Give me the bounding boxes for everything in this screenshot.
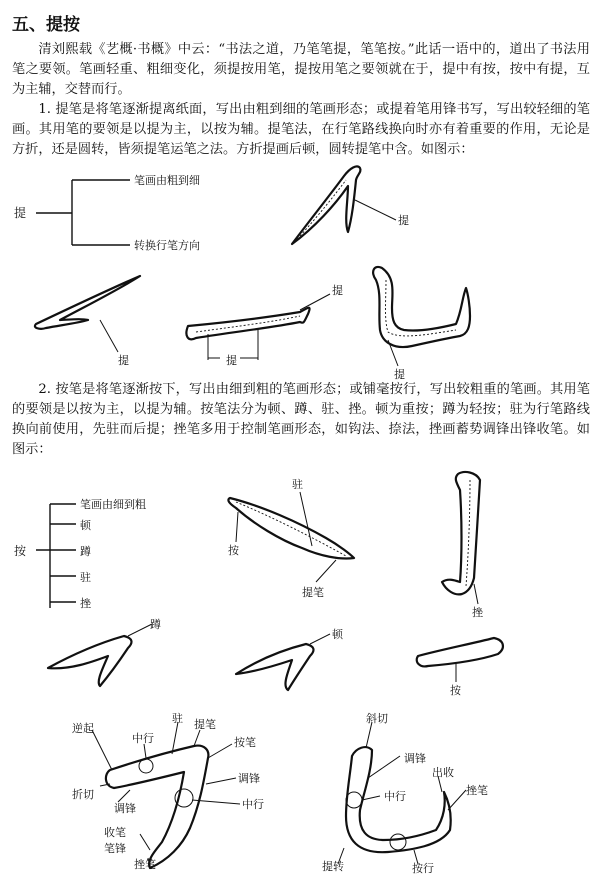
detail-left-label-3: 驻 (172, 712, 183, 725)
ti-left-hook-pointer (100, 320, 118, 352)
an-label-pie-zhu: 驻 (292, 478, 303, 491)
an-label-pie-an: 按 (228, 544, 239, 557)
an-tree-branch-1: 笔画由细到粗 (80, 498, 146, 511)
ti-horizontal-pointer-top (300, 294, 330, 310)
ti-tree-branch-1: 笔画由粗到细 (134, 174, 200, 187)
ti-paragraph (12, 100, 590, 160)
an-label-vertical-hook: 挫 (472, 606, 483, 619)
intro-text: 清刘熙载《艺概·书概》中云：“书法之道，乃笔笔提，笔笔按。”此话一语中的，道出了书法用笔之要领。笔画轻重、粗细变化，须提按用笔，提按用笔之要领就在于，提中有按，按中有提，互为主辅，交替而行。 (12, 42, 590, 97)
detail-left-label-11: 笔锋 (104, 842, 126, 855)
an-text: 2. 按笔是将笔逐渐按下，写出由细到粗的笔画形态；或铺毫按行，写出较粗重的笔画。其用笔的要领是以按为主，以提为辅。按笔法分为顿、蹲、驻、挫。顿为重按；蹲为轻按；驻为行笔路线换向前使用，先驻而后提；挫笔多用于控制笔画形态，如钩法、捺法，挫画蓄势调锋出锋收笔。如图示： (12, 382, 590, 457)
detail-right-label-7: 按行 (412, 862, 434, 875)
an-tree-branch-2: 顿 (80, 519, 91, 532)
intro-paragraph (12, 40, 590, 100)
detail-left-label-1: 逆起 (72, 722, 94, 735)
an-label-dun: 蹲 (150, 618, 161, 631)
detail-left-label-9: 中行 (242, 798, 264, 811)
ti-tree-root: 提 (14, 206, 27, 220)
ti-left-hook-stroke (35, 276, 140, 329)
an-dun2-pointer (310, 634, 330, 644)
an-dun-stroke (48, 636, 131, 686)
an-tree-branch-4: 驻 (80, 571, 91, 584)
an-paragraph (12, 380, 590, 460)
an-diagram-area (0, 460, 600, 700)
ti-curve-hook-stroke (373, 267, 470, 347)
detail-left-label-10: 收笔 (104, 826, 126, 839)
detail-diagram-area (0, 700, 600, 880)
ti-text: 1. 提笔是将笔逐渐提离纸面，写出由粗到细的笔画形态；或提着笔用锋书写，写出较轻细的笔画。其用笔的要领是以提为主，以按为辅。提笔法，在行笔路线换向时亦有着重要的作用，无论是方折，还是圆转，皆须提笔运笔之法。方折提画后顿，圆转提笔中含。如图示： (12, 102, 590, 157)
an-vertical-hook-stroke (442, 472, 480, 594)
detail-right-label-6: 提转 (322, 860, 344, 873)
detail-left-label-7: 折切 (72, 788, 94, 801)
detail-left-label-4: 提笔 (194, 718, 216, 731)
an-label-dun2: 顿 (332, 628, 343, 641)
detail-left-label-6: 调锋 (238, 772, 260, 785)
detail-left-label-12: 挫笔 (134, 858, 156, 871)
detail-right-label-3: 出收 (432, 766, 454, 779)
detail-right-label-5: 挫笔 (466, 784, 488, 797)
detail-left-label-8: 调锋 (114, 802, 136, 815)
an-dun2-stroke (236, 644, 313, 690)
ti-label-horizontal-bottom: 提 (226, 354, 237, 367)
an-label-horizontal: 按 (450, 684, 461, 697)
an-label-pie-tibi: 提笔 (302, 586, 324, 599)
an-tree-bracket (36, 504, 76, 608)
detail-left-label-5: 按笔 (234, 736, 256, 749)
ti-tree-lines (0, 160, 600, 380)
detail-left-label-2: 中行 (132, 732, 154, 745)
ti-tree-branch-2: 转换行笔方向 (134, 239, 200, 252)
an-tree-branch-5: 挫 (80, 597, 91, 610)
detail-right-label-2: 调锋 (404, 752, 426, 765)
detail-right-label-4: 中行 (384, 790, 406, 803)
an-tree-branch-3: 蹲 (80, 545, 91, 558)
detail-right-label-1: 斜切 (366, 712, 388, 725)
ti-label-curve-hook: 提 (394, 368, 405, 381)
section-title: 五、提按 (12, 15, 80, 35)
ti-horizontal-stroke (186, 308, 309, 340)
ti-diagonal-pointer (355, 200, 396, 220)
an-horizontal-stroke (417, 638, 503, 666)
ti-diagram-area (0, 160, 600, 380)
ti-label-diagonal: 提 (398, 214, 409, 227)
ti-tree-bracket (36, 180, 130, 245)
an-vertical-hook-pointer (474, 584, 478, 604)
ti-label-horizontal-top: 提 (332, 284, 343, 297)
ti-label-left-hook: 提 (118, 354, 129, 367)
an-tree-root: 按 (14, 544, 27, 558)
an-dun-pointer (128, 624, 152, 636)
